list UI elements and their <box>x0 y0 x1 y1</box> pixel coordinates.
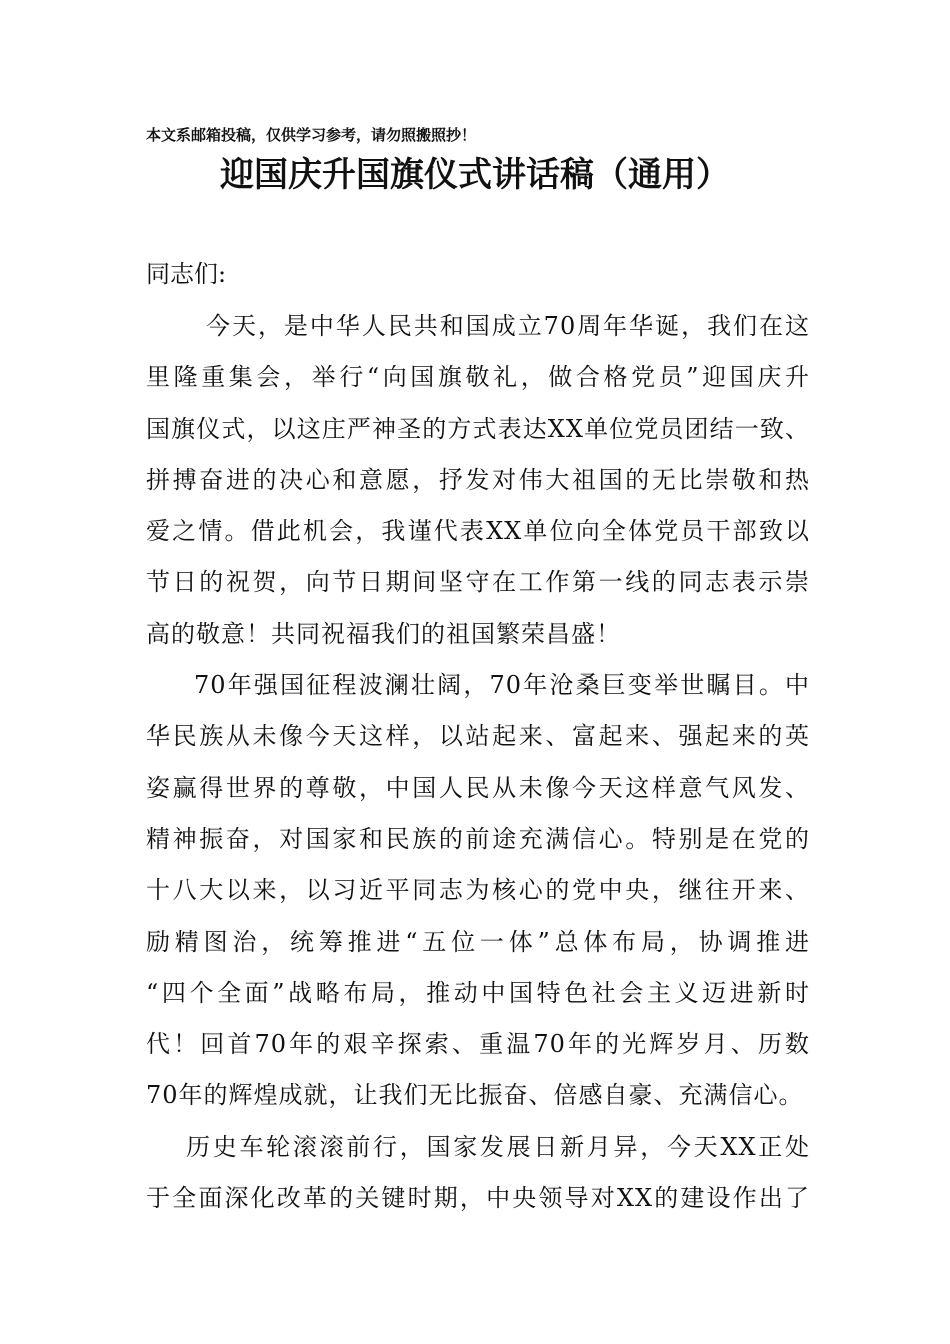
paragraph-line: 励精图治，统筹推进“五位一体”总体布局，协调推进 <box>146 927 810 956</box>
paragraph-line: 十八大以来，以习近平同志为核心的党中央，继往开来、 <box>146 876 810 905</box>
paragraph-line: 今天，是中华人民共和国成立70周年华诞，我们在这 <box>206 312 810 340</box>
paragraph-line: 华民族从未像今天这样，以站起来、富起来、强起来的英 <box>146 722 810 751</box>
paragraph-line: 姿赢得世界的尊敬，中国人民从未像今天这样意气风发、 <box>146 773 810 802</box>
paragraph-line: 国旗仪式，以这庄严神圣的方式表达XX单位党员团结一致、 <box>146 414 810 443</box>
paragraph-line: 节日的祝贺，向节日期间坚守在工作第一线的同志表示崇 <box>146 568 810 597</box>
paragraph-line: 里隆重集会，举行“向国旗敬礼，做合格党员”迎国庆升 <box>146 363 810 392</box>
paragraph-line: 精神振奋，对国家和民族的前途充满信心。特别是在党的 <box>146 824 810 853</box>
paragraph-line: 于全面深化改革的关键时期，中央领导对XX的建设作出了 <box>146 1184 810 1213</box>
paragraph-line: 拼搏奋进的决心和意愿，抒发对伟大祖国的无比崇敬和热 <box>146 465 810 494</box>
paragraph-line: 爱之情。借此机会，我谨代表XX单位向全体党员干部致以 <box>146 517 810 546</box>
paragraph-line: 高的敬意！共同祝福我们的祖国繁荣昌盛！ <box>146 619 621 648</box>
paragraph-line: 历史车轮滚滚前行，国家发展日新月异，今天XX正处 <box>186 1132 810 1161</box>
greeting: 同志们: <box>146 260 227 288</box>
speech-body <box>146 306 810 1229</box>
paragraph-line: 70年强国征程波澜壮阔，70年沧桑巨变举世瞩目。中 <box>194 671 810 700</box>
submission-notice: 本文系邮箱投稿，仅供学习参考，请勿照搬照抄！ <box>146 126 477 144</box>
paragraph-line: 代！回首70年的艰辛探索、重温70年的光辉岁月、历数 <box>146 1030 810 1059</box>
page-title: 迎国庆升国旗仪式讲话稿（通用） <box>220 155 730 195</box>
paragraph-line: “四个全面”战略布局，推动中国特色社会主义迈进新时 <box>146 978 810 1007</box>
paragraph-line: 70年的辉煌成就，让我们无比振奋、倍感自豪、充满信心。 <box>146 1081 804 1110</box>
